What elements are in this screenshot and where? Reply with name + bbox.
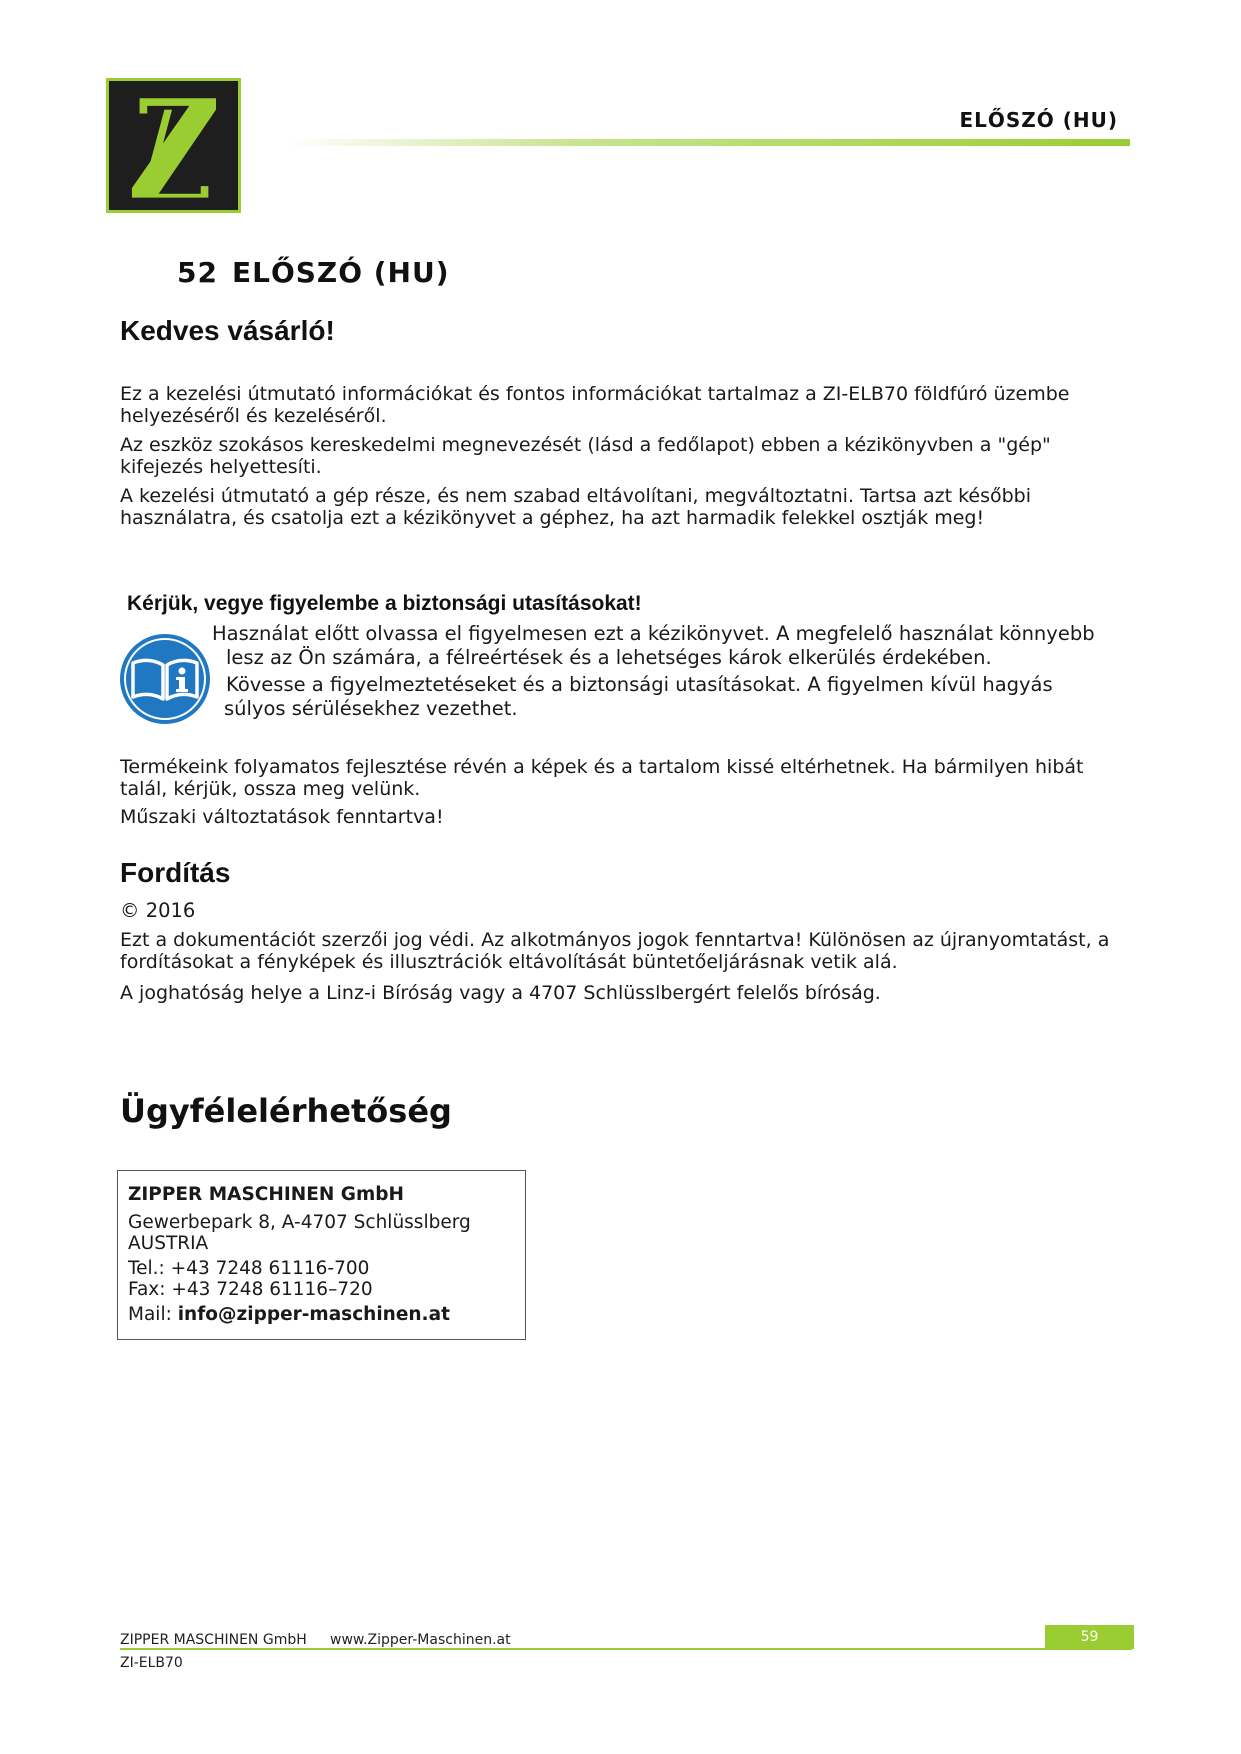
contact-box: [117, 1170, 526, 1340]
running-header-title: ELŐSZÓ (HU): [959, 108, 1118, 132]
safety-text-2: [212, 673, 1112, 721]
contact-tel: Tel.: +43 7248 61116-700: [128, 1258, 370, 1279]
footer-company: ZIPPER MASCHINEN GmbH: [120, 1632, 307, 1648]
technical-changes-note: Műszaki változtatások fenntartva!: [120, 806, 444, 828]
jurisdiction-paragraph: A joghatóság helye a Linz-i Bíróság vagy a 4707 Schlüsslbergért felelős bíróság.: [120, 982, 881, 1004]
safety-text-1-line1: Használat előtt olvassa el figyelmesen ezt a kézikönyvet. A megfelelő használat könnyebb: [212, 622, 1095, 645]
contact-address-line-2: AUSTRIA: [128, 1233, 209, 1254]
contact-mail-link[interactable]: info@zipper-maschinen.at: [177, 1304, 450, 1325]
intro-paragraph-2: Az eszköz szokásos kereskedelmi megnevezését (lásd a fedőlapot) ebben a kézikönyvben a "gép" kifejezés helyettesíti.: [120, 434, 1051, 478]
intro-paragraph-1: Ez a kezelési útmutató információkat és fontos információkat tartalmaz a ZI-ELB70 földfúró üzembe helyezéséről és kezeléséről.: [120, 383, 1070, 427]
safety-heading: Kérjük, vegye figyelembe a biztonsági utasításokat!: [127, 592, 642, 615]
read-manual-info-icon: [119, 633, 211, 725]
footer-website-link[interactable]: www.Zipper-Maschinen.at: [330, 1632, 511, 1648]
contact-company: ZIPPER MASCHINEN GmbH: [128, 1184, 404, 1205]
development-note: Termékeink folyamatos fejlesztése révén a képek és a tartalom kissé eltérhetnek. Ha bármilyen hibát talál, kérjük, ossza meg velünk.: [120, 756, 1084, 800]
contact-address-line-1: Gewerbepark 8, A-4707 Schlüsslberg: [128, 1212, 471, 1233]
copyright-notice: © 2016: [120, 899, 196, 922]
intro-paragraph-3: A kezelési útmutató a gép része, és nem szabad eltávolítani, megváltoztatni. Tartsa azt későbbi használatra, és csatolja ezt a kézikönyvet a géphez, ha azt harmadik felekkel osztják meg!: [120, 485, 1032, 529]
chapter-title: [177, 256, 450, 289]
safety-text-1: [212, 622, 1112, 670]
zipper-z-logo-icon: [109, 81, 238, 210]
page-number: 59: [1045, 1625, 1134, 1649]
safety-text-1-line2: lesz az Ön számára, a félreértések és a lehetséges károk elkerülés érdekében.: [226, 646, 992, 669]
chapter-title-text: ELŐSZÓ (HU): [231, 256, 450, 289]
greeting-heading: Kedves vásárló!: [120, 315, 335, 346]
contact-heading: Ügyfélelérhetőség: [120, 1092, 452, 1130]
rights-paragraph: Ezt a dokumentációt szerzői jog védi. Az alkotmányos jogok fenntartva! Különösen az újranyomtatást, a fordításokat a fényképek és illusztrációk eltávolítását büntetőeljárásnak vetik alá.: [120, 929, 1110, 973]
header-divider: [285, 139, 1130, 146]
safety-text-2-line2: súlyos sérülésekhez vezethet.: [224, 697, 518, 720]
safety-text-2-line1: Kövesse a figyelmeztetéseket és a biztonsági utasításokat. A figyelmen kívül hagyás: [226, 673, 1053, 696]
translation-heading: Fordítás: [120, 857, 231, 888]
zipper-logo: [106, 78, 241, 213]
contact-mail: [128, 1304, 515, 1325]
contact-mail-label: Mail:: [128, 1304, 178, 1325]
chapter-number: 52: [177, 256, 218, 289]
footer-model: ZI-ELB70: [120, 1655, 183, 1671]
footer-divider: [120, 1648, 1132, 1650]
contact-fax: Fax: +43 7248 61116–720: [128, 1279, 373, 1300]
